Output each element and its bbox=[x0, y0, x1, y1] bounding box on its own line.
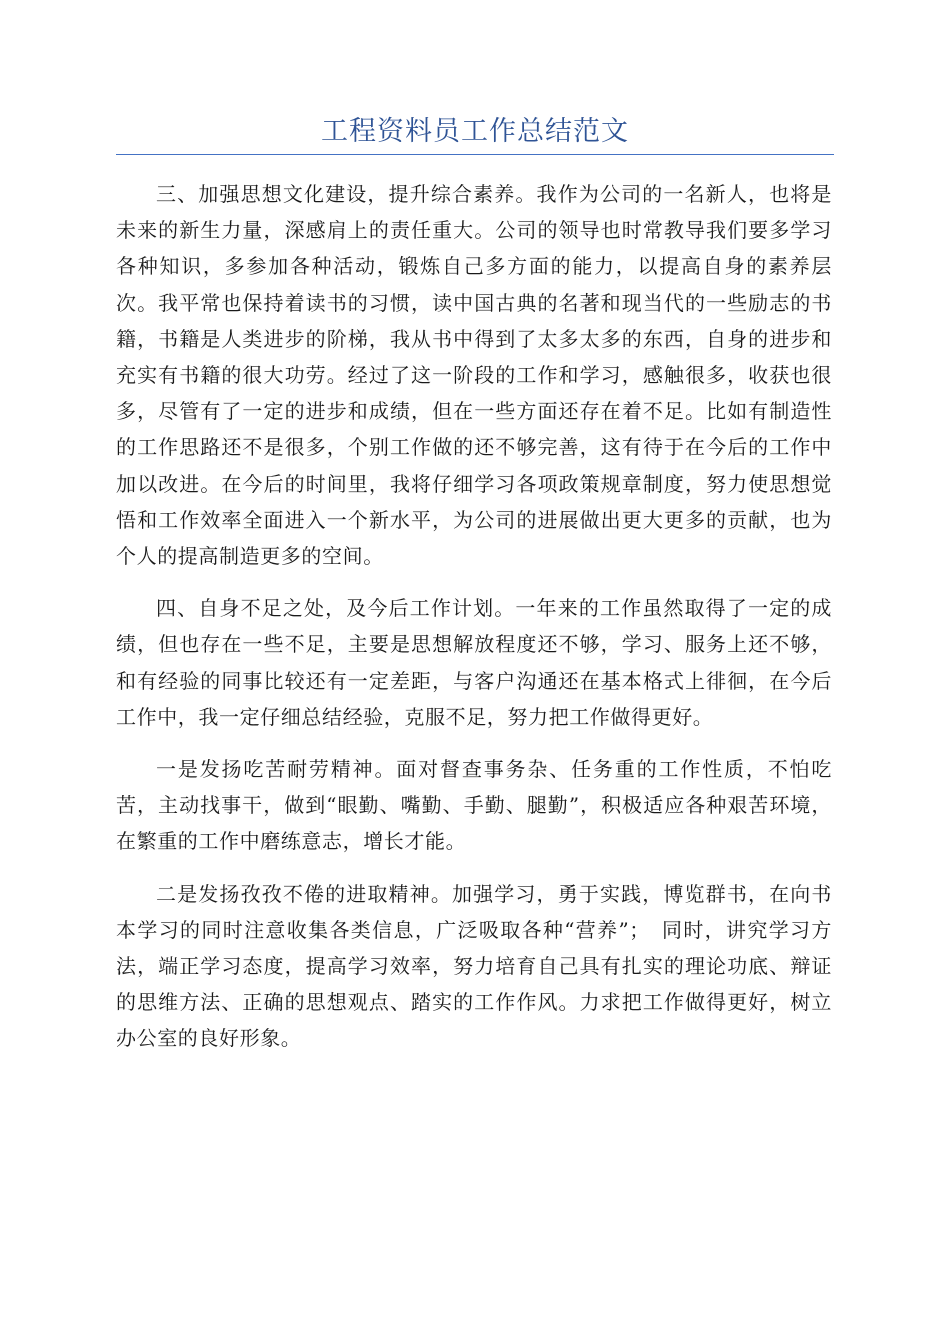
document-body bbox=[116, 176, 832, 1073]
paragraph-hardwork: 一是发扬吃苦耐劳精神。面对督查事务杂、任务重的工作性质，不怕吃苦，主动找事干，做到“眼勤、嘴勤、手勤、腿勤”，积极适应各种艰苦环境，在繁重的工作中磨练意志，增长才能。 bbox=[116, 757, 832, 854]
paragraph-shortcomings: 四、自身不足之处，及今后工作计划。一年来的工作虽然取得了一定的成绩，但也存在一些不足，主要是思想解放程度还不够，学习、服务上还不够，和有经验的同事比较还有一定差距，与客户沟通还在基本格式上徘徊，在今后工作中，我一定仔细总结经验，克服不足，努力把工作做得更好。 bbox=[116, 596, 832, 729]
paragraph-learning: 二是发扬孜孜不倦的进取精神。加强学习，勇于实践，博览群书，在向书本学习的同时注意收集各类信息，广泛吸取各种“营养”； 同时，讲究学习方法，端正学习态度，提高学习效率，努力培育自己具有扎实的理论功底、辩证的思维方法、正确的思想观点、踏实的工作作风。力求把工作做得更好，树立办公室的良好形象。 bbox=[116, 881, 832, 1051]
paragraph-culture: 三、加强思想文化建设，提升综合素养。我作为公司的一名新人，也将是未来的新生力量，深感肩上的责任重大。公司的领导也时常教导我们要多学习各种知识，多参加各种活动，锻炼自己多方面的能力，以提高自身的素养层次。我平常也保持着读书的习惯，读中国古典的名著和现当代的一些励志的书籍，书籍是人类进步的阶梯，我从书中得到了太多太多的东西，自身的进步和充实有书籍的很大功劳。经过了这一阶段的工作和学习，感触很多，收获也很多，尽管有了一定的进步和成绩，但在一些方面还存在着不足。比如有制造性的工作思路还不是很多，个别工作做的还不够完善，这有待于在今后的工作中加以改进。在今后的时间里，我将仔细学习各项政策规章制度，努力使思想觉悟和工作效率全面进入一个新水平，为公司的进展做出更大更多的贡献，也为个人的提高制造更多的空间。 bbox=[116, 182, 832, 569]
title-underline bbox=[116, 154, 834, 155]
document-title: 工程资料员工作总结范文 bbox=[321, 116, 629, 147]
